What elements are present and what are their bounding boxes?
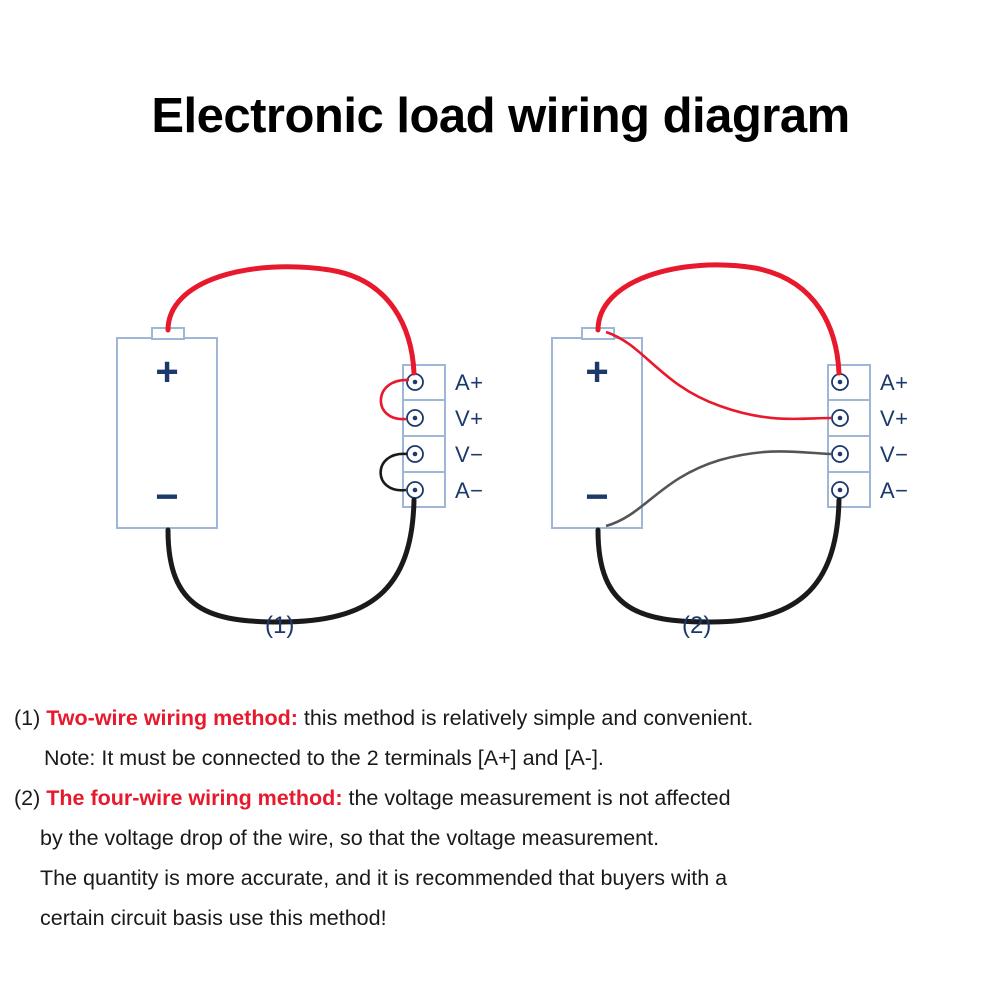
terminal-screw-dot xyxy=(838,488,843,493)
page-title: Electronic load wiring diagram xyxy=(151,89,850,143)
note-2-index: (2) xyxy=(14,786,41,810)
notes-block xyxy=(14,698,989,938)
note-line-3 xyxy=(14,778,989,818)
battery-plus-label-1: + xyxy=(155,350,179,394)
diagram-1 xyxy=(0,210,501,660)
diagram-2 xyxy=(430,210,931,660)
note-1-strong: Two-wire wiring method: xyxy=(46,706,298,730)
terminal-screw-dot xyxy=(413,452,418,457)
terminal-label-a-minus-2: A− xyxy=(880,478,909,503)
note-line-2: Note: It must be connected to the 2 terminals [A+] and [A-]. xyxy=(44,746,604,770)
terminal-label-a-minus-1: A− xyxy=(455,478,484,503)
note-2-rest: the voltage measurement is not affected xyxy=(348,786,731,810)
battery-minus-label-1: − xyxy=(155,475,179,519)
battery-plus-label-2: + xyxy=(585,350,609,394)
terminal-screw-dot xyxy=(413,380,418,385)
terminal-label-a-plus-1: A+ xyxy=(455,370,484,395)
wiring-diagrams xyxy=(0,210,1001,660)
terminal-screw-dot xyxy=(838,380,843,385)
terminal-label-v-plus-1: V+ xyxy=(455,406,484,431)
terminal-screw-dot xyxy=(413,488,418,493)
diagram-1-caption: (1) xyxy=(265,612,295,639)
note-line-1 xyxy=(14,698,989,738)
terminal-label-a-plus-2: A+ xyxy=(880,370,909,395)
note-2-strong: The four-wire wiring method: xyxy=(46,786,343,810)
terminal-screw-dot xyxy=(838,416,843,421)
note-line-4: by the voltage drop of the wire, so that the voltage measurement. xyxy=(40,826,660,850)
note-line-6: certain circuit basis use this method! xyxy=(40,906,387,930)
battery-minus-label-2: − xyxy=(585,475,609,519)
note-1-index: (1) xyxy=(14,706,41,730)
terminal-label-v-minus-1: V− xyxy=(455,442,484,467)
note-line-5: The quantity is more accurate, and it is recommended that buyers with a xyxy=(40,866,728,890)
terminal-screw-dot xyxy=(838,452,843,457)
note-1-rest: this method is relatively simple and convenient. xyxy=(303,706,754,730)
terminal-screw-dot xyxy=(413,416,418,421)
terminal-label-v-minus-2: V− xyxy=(880,442,909,467)
diagram-2-caption: (2) xyxy=(682,612,712,639)
terminal-label-v-plus-2: V+ xyxy=(880,406,909,431)
